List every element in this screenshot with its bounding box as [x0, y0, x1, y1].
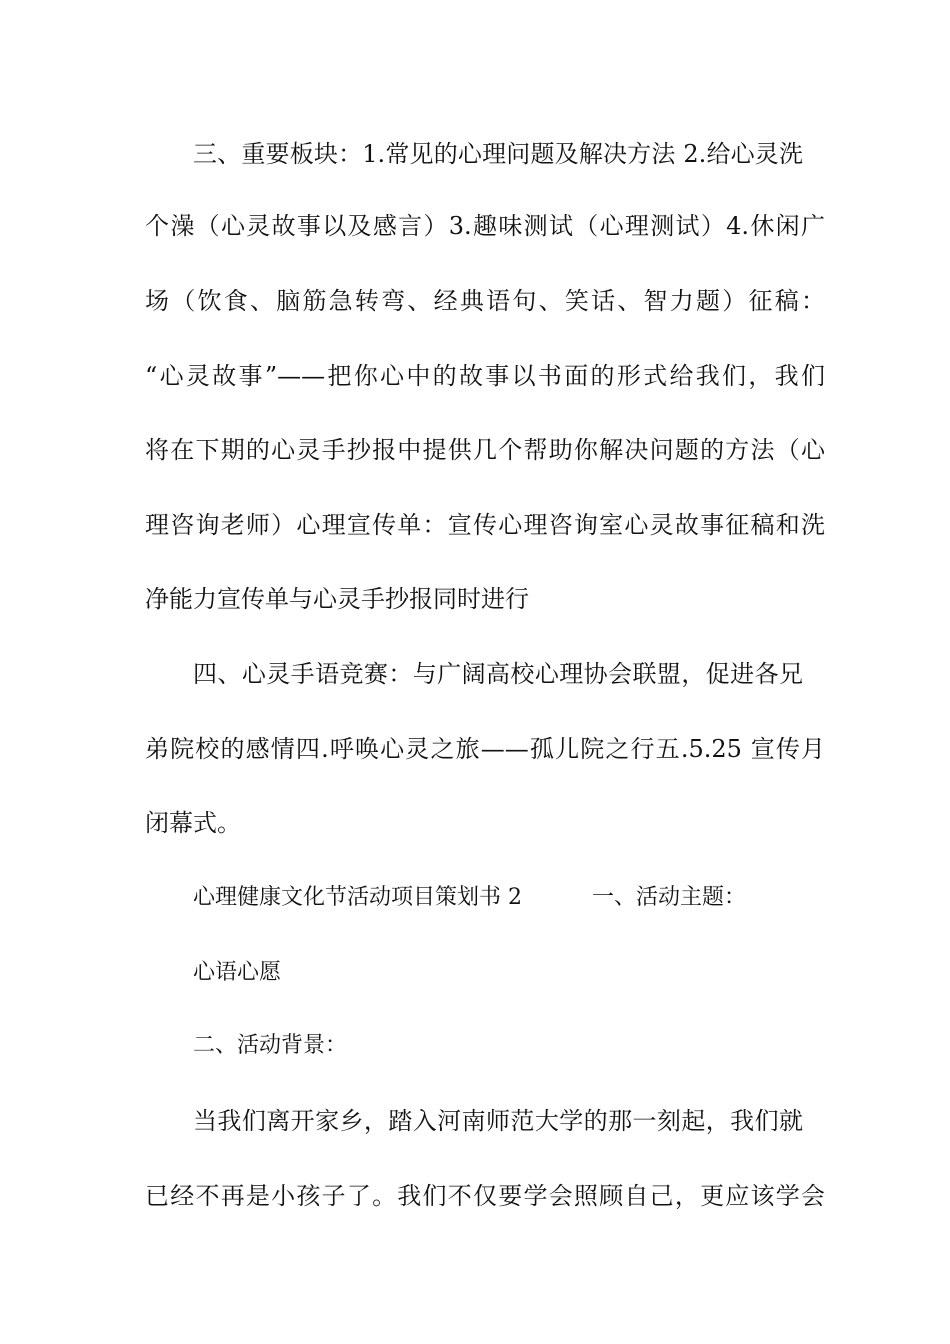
paragraph-line: 个澡（心灵故事以及感言）3.趣味测试（心理测试）4.休闲广 [145, 212, 825, 240]
paragraph-line: 四、心灵手语竞赛：与广阔高校心理协会联盟，促进各兄 [193, 660, 803, 688]
theme-value: 心语心愿 [193, 960, 282, 985]
paragraph-line: 已经不再是小孩子了。我们不仅要学会照顾自己，更应该学会 [145, 1182, 825, 1210]
paragraph-line: 净能力宣传单与心灵手抄报同时进行 [145, 585, 529, 613]
paragraph-line: 当我们离开家乡，踏入河南师范大学的那一刻起，我们就 [193, 1107, 803, 1135]
paragraph-line: “心灵故事”——把你心中的故事以书面的形式给我们，我们 [145, 362, 825, 390]
paragraph-line: 将在下期的心灵手抄报中提供几个帮助你解决问题的方法（心 [145, 436, 825, 464]
theme-heading: 一、活动主题： [592, 885, 747, 910]
paragraph-line: 三、重要板块：1.常见的心理问题及解决方法 2.给心灵洗 [193, 140, 803, 168]
paragraph-line: 闭幕式。 [145, 809, 241, 837]
paragraph-line: 理咨询老师）心理宣传单：宣传心理咨询室心灵故事征稿和洗 [145, 511, 825, 539]
paragraph-line: 弟院校的感情四.呼唤心灵之旅——孤儿院之行五.5.25 宣传月 [145, 735, 825, 763]
background-heading: 二、活动背景： [193, 1033, 348, 1058]
paragraph-line: 场（饮食、脑筋急转弯、经典语句、笑话、智力题）征稿： [145, 287, 825, 315]
section-title: 心理健康文化节活动项目策划书 2 [193, 885, 522, 910]
